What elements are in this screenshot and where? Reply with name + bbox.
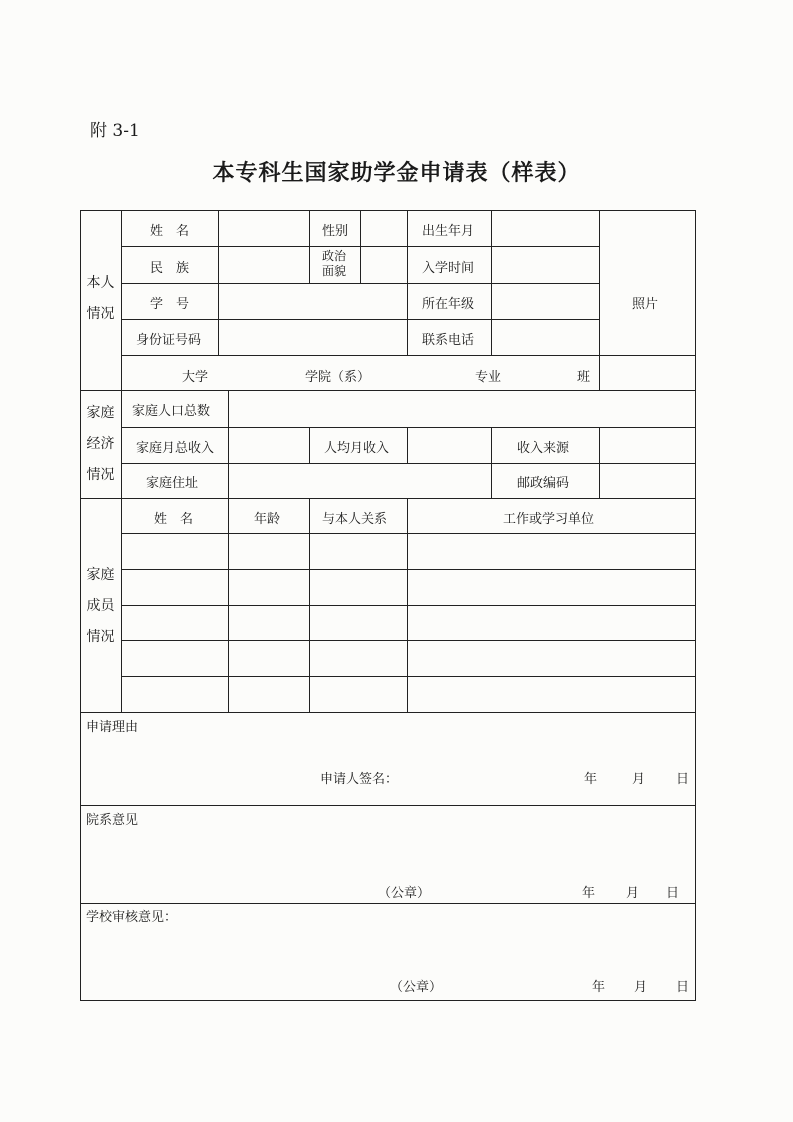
label-signature: 申请人签名： [320,772,399,787]
label-university: 大学 [182,370,209,385]
label-phone: 联系电话 [422,333,475,348]
header-age: 年龄 [254,512,281,527]
label-school-opinion: 学校审核意见： [86,910,178,925]
label-name: 姓 名 [150,224,190,239]
section-divider [80,498,696,499]
col-line [407,498,408,712]
date-month: 月 [634,980,648,995]
label-address: 家庭住址 [146,476,199,491]
date-day: 日 [676,980,690,995]
label-id-number: 身份证号码 [136,333,202,348]
label-political-line: 政治 [322,249,347,263]
date-month: 月 [632,772,646,787]
row-line [121,319,599,320]
col-line [599,210,600,390]
section-label-personal [80,268,121,330]
label-college: 学院（系） [305,370,371,385]
label-population: 家庭人口总数 [132,404,211,419]
col-line [599,427,600,498]
section-divider [80,805,696,806]
section-label-line: 情况 [86,467,115,483]
frame-top [80,210,696,211]
label-ethnicity: 民 族 [150,261,190,276]
frame-bottom [80,1000,696,1001]
section-label-economy [80,398,121,491]
label-student-id: 学 号 [150,297,190,312]
section-label-line: 家庭 [86,567,115,583]
header-workplace: 工作或学习单位 [503,512,595,527]
row-line [121,533,695,534]
col-line [360,210,361,283]
row-line [121,427,695,428]
section-divider [80,903,696,904]
section-label-line: 本人 [86,275,115,291]
date-day: 日 [666,886,680,901]
section-label-line: 情况 [86,629,115,645]
col-line [309,498,310,712]
label-class: 班 [577,370,591,385]
date-day: 日 [676,772,690,787]
header-member-name: 姓 名 [154,512,194,527]
col-line [218,210,219,355]
row-line [121,569,695,570]
date-year: 年 [592,980,606,995]
label-birth: 出生年月 [422,224,475,239]
row-line [121,355,695,356]
col-line [228,498,229,712]
row-line [121,605,695,606]
section-label-line: 经济 [86,436,115,452]
photo-placeholder: 照片 [632,297,659,312]
section-divider [80,712,696,713]
col-line [309,210,310,283]
label-department-opinion: 院系意见 [86,813,139,828]
date-year: 年 [584,772,598,787]
label-grade: 所在年级 [422,297,475,312]
section-divider [80,390,696,391]
frame-right [695,210,696,1000]
row-line [121,283,599,284]
date-month: 月 [626,886,640,901]
col-line [228,390,229,498]
row-line [121,640,695,641]
col-line [491,210,492,355]
date-year: 年 [582,886,596,901]
label-department-seal: （公章） [378,886,431,901]
label-reason: 申请理由 [86,720,139,735]
col-line [491,427,492,498]
label-postcode: 邮政编码 [517,476,570,491]
col-line [309,427,310,463]
row-line [121,676,695,677]
section-label-line: 家庭 [86,405,115,421]
section-label-family [80,560,121,653]
label-column-line [121,210,122,712]
label-school-seal: （公章） [390,980,443,995]
section-label-line: 成员 [86,598,115,614]
form-title: 本专科生国家助学金申请表（样表） [212,161,581,186]
label-per-capita: 人均月收入 [324,441,390,456]
attachment-number: 附 3-1 [90,121,140,141]
col-line [407,210,408,355]
header-relation: 与本人关系 [322,512,388,527]
label-income-source: 收入来源 [517,441,570,456]
section-label-line: 情况 [86,306,115,322]
label-political [322,249,346,279]
label-gender: 性别 [322,224,349,239]
col-line [407,427,408,463]
row-line [121,463,695,464]
label-enroll: 入学时间 [422,261,475,276]
label-monthly-income: 家庭月总收入 [136,441,215,456]
label-major: 专业 [475,370,502,385]
label-political-line: 面貌 [322,264,347,278]
